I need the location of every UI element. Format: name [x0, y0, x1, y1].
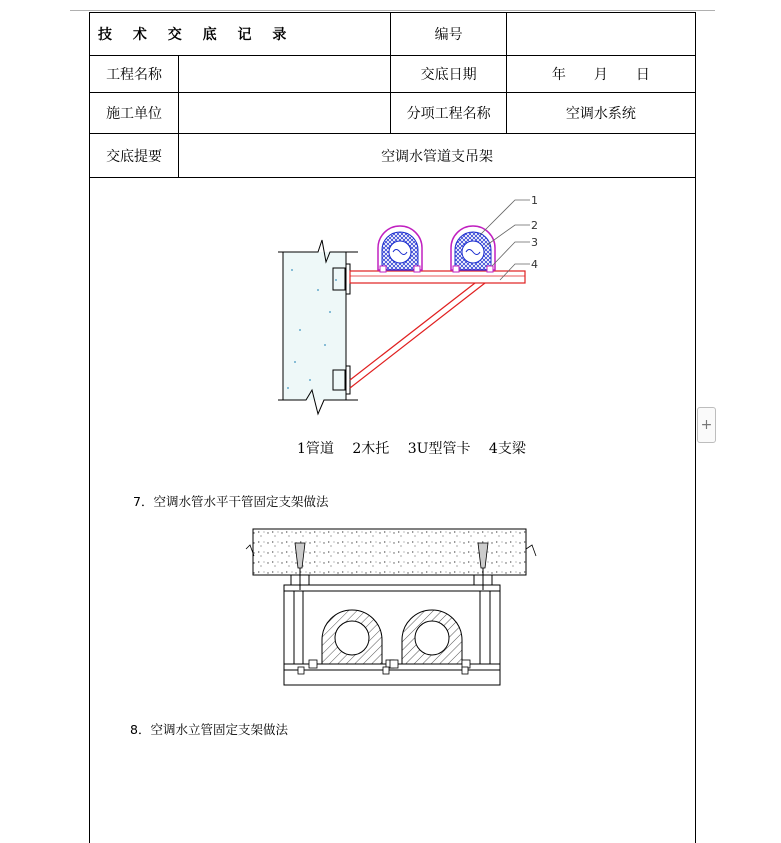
legend-pipe: 1管道 [297, 441, 334, 457]
subproject-label: 分项工程名称 [391, 93, 506, 134]
legend-wood-block: 2木托 [352, 441, 390, 457]
legend-u-clamp: 3U型管卡 [407, 441, 471, 457]
document-title: 技 术 交 底 记 录 [90, 13, 391, 56]
project-name-label: 工程名称 [90, 56, 179, 93]
insulated-pipe-right [402, 610, 462, 664]
legend-support-beam: 4支梁 [488, 441, 526, 457]
date-label: 交底日期 [391, 56, 506, 93]
code-label: 编号 [391, 13, 506, 56]
section-8-heading: 8．空调水立管固定支架做法 [130, 722, 288, 737]
date-value[interactable]: 年 月 日 [506, 56, 695, 93]
concrete-slab [246, 529, 536, 575]
callout-4: 4 [531, 258, 538, 271]
subproject-value[interactable]: 空调水系统 [506, 93, 695, 134]
summary-value[interactable]: 空调水管道支吊架 [179, 134, 696, 178]
insulated-pipe-left [322, 610, 382, 664]
construction-unit-label: 施工单位 [90, 93, 179, 134]
callout-2: 2 [531, 219, 538, 232]
add-button[interactable]: + [697, 407, 716, 443]
callout-1: 1 [531, 194, 538, 207]
callout-3: 3 [531, 236, 538, 249]
section-7-heading: 7．空调水管水平干管固定支架做法 [133, 494, 329, 509]
summary-label: 交底提要 [90, 134, 179, 178]
